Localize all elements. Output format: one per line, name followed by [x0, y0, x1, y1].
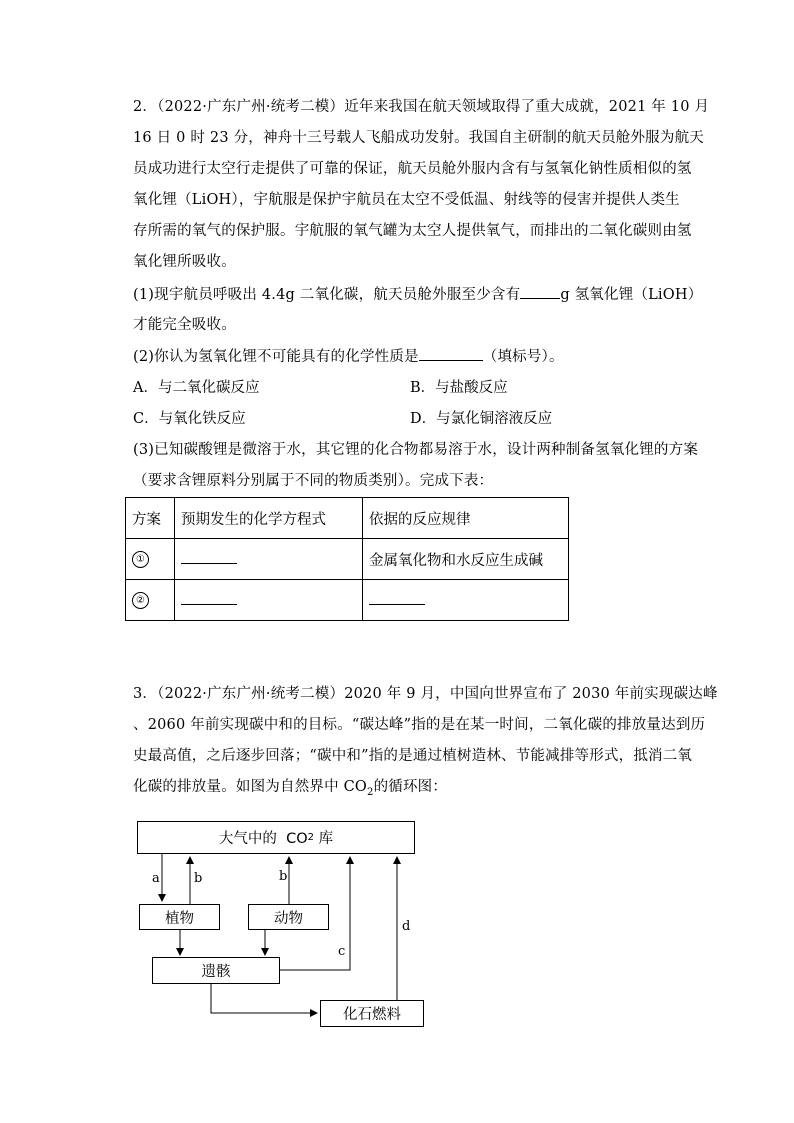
arrow-remains-fossil: [211, 984, 317, 1013]
q3-line-4-sub: 2: [367, 786, 374, 798]
atmosphere-label-b: 库: [314, 831, 334, 847]
label-c: c: [338, 944, 346, 959]
table-cell-rule: 金属氧化物和水反应生成碱: [363, 539, 569, 580]
q3-line-4-text-a: 化碳的排放量。如图为自然界中 CO: [133, 779, 367, 795]
table-header-cell: 依据的反应规律: [363, 498, 569, 539]
q2-line-4: 氧化锂（LiOH），宇航服是保护宇航员在太空不受低温、射线等的侵害并提供人类生: [133, 192, 680, 208]
plant-box: 植物: [139, 904, 220, 930]
label-d: d: [402, 919, 411, 934]
circled-number: ①: [132, 551, 149, 568]
option-d[interactable]: D．与氯化铜溶液反应: [410, 411, 553, 427]
atmosphere-label-a: 大气中的 CO: [218, 831, 308, 847]
q2-line-1: 2．（2022·广东广州·统考二模）近年来我国在航天领域取得了重大成就，2021 年 10 月: [133, 99, 710, 115]
q2-line-5: 存所需的氧气的保护服。宇航服的氧气罐为太空人提供氧气，而排出的二氧化碳则由氢: [133, 223, 692, 239]
animal-box: 动物: [248, 904, 329, 930]
q2-part3-line-2: （要求含锂原料分别属于不同的物质类别）。完成下表：: [133, 473, 494, 489]
q3-line-4-text-b: 的循环图：: [373, 779, 448, 795]
atmosphere-co2-box: [137, 821, 415, 854]
table-header-cell: 方案: [126, 498, 175, 539]
circled-number: ②: [132, 592, 149, 609]
q2-line-2: 16 日 0 时 23 分，神舟十三号载人飞船成功发射。我国自主研制的航天员舱外服为航天: [133, 130, 704, 146]
label-a: a: [152, 871, 160, 886]
q2-part1-text-a: (1)现宇航员呼吸出 4.4g 二氧化碳，航天员舱外服至少含有: [133, 287, 521, 303]
q2-part2-text-b: （填标号）。: [482, 349, 564, 365]
label-b-animal: b: [279, 869, 288, 884]
option-b[interactable]: B．与盐酸反应: [410, 380, 508, 396]
remains-box: 遗骸: [152, 957, 280, 984]
label-b-plant: b: [194, 871, 203, 886]
q2-part3-line-1: (3)已知碳酸锂是微溶于水，其它锂的化合物都易溶于水，设计两种制备氢氧化锂的方案: [133, 442, 699, 458]
fossil-fuel-box: 化石燃料: [320, 1000, 424, 1027]
atmosphere-label-sub: 2: [307, 832, 315, 843]
q3-line-1: 3．（2022·广东广州·统考二模）2020 年 9 月，中国向世界宣布了 2030 年前实现碳达峰: [133, 686, 718, 702]
q2-line-3: 员成功进行太空行走提供了可靠的保证，航天员舱外服内含有与氢氧化钠性质相似的氢: [133, 161, 692, 177]
table-header-cell: 预期发生的化学方程式: [175, 498, 363, 539]
q2-part1-cont: 才能完全吸收。: [133, 317, 236, 333]
option-a[interactable]: A．与二氧化碳反应: [133, 380, 260, 396]
q2-part2-text-a: (2)你认为氢氧化锂不可能具有的化学性质是: [133, 349, 419, 365]
q3-line-2: 、2060 年前实现碳中和的目标。“碳达峰”指的是在某一时间，二氧化碳的排放量达到历: [133, 717, 706, 733]
q2-line-6: 氧化锂所吸收。: [133, 254, 236, 270]
q2-part1-text-b: g 氢氧化锂（LiOH）: [560, 287, 703, 303]
q3-line-3: 史最高值，之后逐步回落；“碳中和”指的是通过植树造林、节能减排等形式，抵消二氧: [133, 748, 693, 764]
option-c[interactable]: C．与氧化铁反应: [133, 411, 246, 427]
